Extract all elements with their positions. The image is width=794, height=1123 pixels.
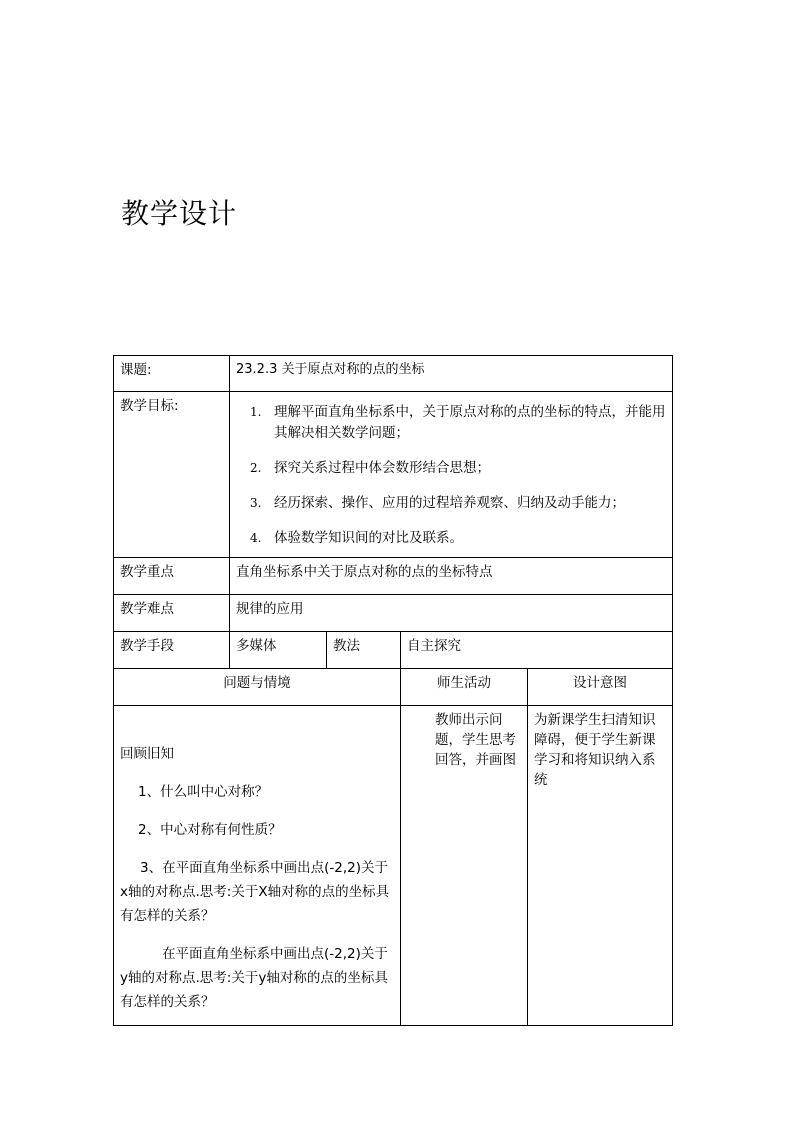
difficulty-label: 教学难点 (114, 595, 230, 632)
means-value: 多媒体 (230, 632, 327, 669)
intent-cell: 为新课学生扫清知识障碍，便于学生新课学习和将知识纳入系统 (528, 706, 673, 1026)
header-problem: 问题与情境 (114, 669, 401, 706)
goal-item: 4. 体验数学知识间的对比及联系。 (250, 530, 463, 546)
review-title: 回顾旧知 (120, 746, 174, 762)
difficulty-row (114, 595, 673, 632)
topic-row (114, 356, 673, 392)
question-3: 3、在平面直角坐标系中画出点(-2,2)关于x轴的对称点.思考:关于X轴对称的点的坐标具有怎样的关系？ (120, 860, 390, 924)
process-header-row (114, 669, 673, 706)
goal-item: 3. 经历探索、操作、应用的过程培养观察、归纳及动手能力； (250, 495, 625, 511)
question-4: 在平面直角坐标系中画出点(-2,2)关于y轴的对称点.思考:关于y轴对称的点的坐标具有怎样的关系？ (120, 946, 388, 1010)
goals-list (236, 402, 666, 549)
activity-cell: 教师出示问题，学生思考回答，并画图 (401, 706, 528, 1026)
document-title: 教学设计 (121, 197, 238, 230)
question-1: 1、什么叫中心对称？ (138, 784, 269, 800)
goals-label: 教学目标: (114, 392, 230, 558)
lesson-plan-table (113, 355, 673, 1026)
goals-cell (230, 392, 673, 558)
method-label: 教法 (327, 632, 401, 669)
header-activity: 师生活动 (401, 669, 528, 706)
goal-item: 2. 探究关系过程中体会数形结合思想； (250, 460, 490, 476)
method-value: 自主探究 (401, 632, 673, 669)
difficulty-value: 规律的应用 (230, 595, 673, 632)
problem-cell (114, 706, 401, 1026)
topic-label: 课题: (114, 356, 230, 392)
topic-value: 23.2.3 关于原点对称的点的坐标 (230, 356, 673, 392)
process-row (114, 706, 673, 1026)
means-label: 教学手段 (114, 632, 230, 669)
question-2: 2、中心对称有何性质？ (138, 822, 282, 838)
key-point-value: 直角坐标系中关于原点对称的点的坐标特点 (230, 558, 673, 595)
key-point-label: 教学重点 (114, 558, 230, 595)
header-intent: 设计意图 (528, 669, 673, 706)
key-point-row (114, 558, 673, 595)
means-row (114, 632, 673, 669)
goals-row (114, 392, 673, 558)
goal-item: 1. 理解平面直角坐标系中，关于原点对称的点的坐标的特点，并能用其解决相关数学问题； (250, 404, 666, 441)
